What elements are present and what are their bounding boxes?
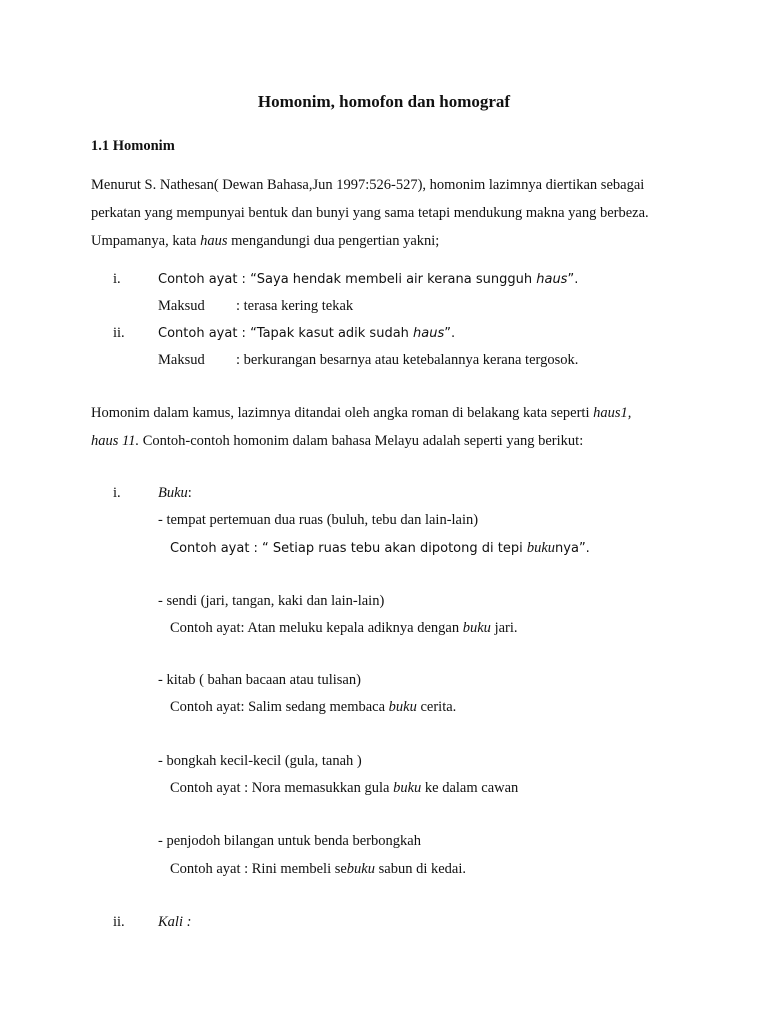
- list-numeral: i.: [113, 271, 121, 287]
- list-numeral: i.: [113, 485, 121, 501]
- sense-example: Contoh ayat: Atan meluku kepala adiknya dengan buku jari.: [170, 620, 518, 636]
- intro-line-2: perkatan yang mempunyai bentuk dan bunyi yang sama tetapi mendukung makna yang berbeza.: [91, 205, 649, 221]
- list-numeral: ii.: [113, 914, 125, 930]
- sense-example: Contoh ayat: Salim sedang membaca buku cerita.: [170, 699, 457, 715]
- sense-meaning: - sendi (jari, tangan, kaki dan lain-lain): [158, 593, 385, 609]
- headword-kali: Kali :: [158, 914, 192, 930]
- section-heading: 1.1 Homonim: [91, 138, 175, 154]
- sense-example: Contoh ayat : Nora memasukkan gula buku ke dalam cawan: [170, 780, 519, 796]
- intro-line-1: Menurut S. Nathesan( Dewan Bahasa,Jun 1997:526-527), homonim lazimnya diertikan sebagai: [91, 177, 645, 193]
- sense-example: Contoh ayat : Rini membeli sebuku sabun di kedai.: [170, 861, 466, 877]
- page-title: Homonim, homofon dan homograf: [257, 92, 511, 111]
- para2-line-2: haus 11. Contoh-contoh homonim dalam bahasa Melayu adalah seperti yang berikut:: [91, 433, 584, 449]
- example-sentence: Contoh ayat : “Tapak kasut adik sudah haus”.: [158, 326, 456, 341]
- example-sentence: Contoh ayat : “Saya hendak membeli air kerana sungguh haus”.: [158, 272, 579, 287]
- intro-line-3: Umpamanya, kata haus mengandungi dua pengertian yakni;: [91, 233, 440, 249]
- sense-meaning: - penjodoh bilangan untuk benda berbongkah: [158, 833, 421, 849]
- para2-line-1: Homonim dalam kamus, lazimnya ditandai oleh angka roman di belakang kata seperti haus1,: [91, 405, 632, 421]
- headword-buku: Buku:: [158, 485, 192, 501]
- maksud-label: Maksud: [158, 352, 205, 368]
- sense-meaning: - bongkah kecil-kecil (gula, tanah ): [158, 753, 362, 769]
- sense-meaning: - tempat pertemuan dua ruas (buluh, tebu dan lain-lain): [158, 512, 479, 528]
- maksud-text: : berkurangan besarnya atau ketebalannya kerana tergosok.: [236, 352, 579, 368]
- sense-meaning: - kitab ( bahan bacaan atau tulisan): [158, 672, 361, 688]
- sense-example: Contoh ayat : “ Setiap ruas tebu akan dipotong di tepi bukunya”.: [170, 540, 590, 556]
- maksud-label: Maksud: [158, 298, 205, 314]
- list-numeral: ii.: [113, 325, 125, 341]
- maksud-text: : terasa kering tekak: [236, 298, 354, 314]
